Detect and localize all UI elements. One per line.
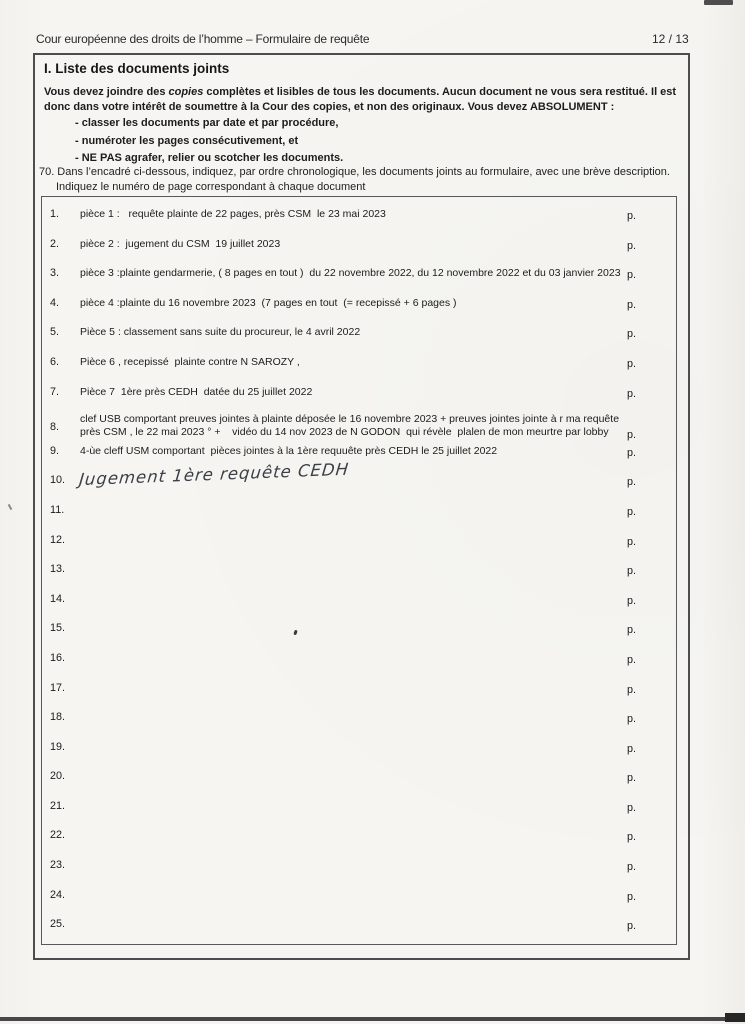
- attachments-box: [41, 196, 677, 945]
- row-number: 3.: [50, 267, 60, 280]
- scan-artifact-bottom-bar: [0, 1017, 730, 1021]
- row-page-label: p.: [627, 210, 637, 222]
- row-number: 5.: [50, 326, 60, 339]
- row-description: [74, 798, 625, 800]
- row-description: [74, 443, 625, 458]
- row-description: [74, 739, 625, 741]
- row-description-line1: Jugement 1ère requête CEDH: [78, 459, 351, 490]
- row-number: 6.: [50, 355, 60, 368]
- question-70-text: Dans l’encadré ci-dessous, indiquez, par ordre chronologique, les documents joints au formulaire, avec une brève description.: [57, 166, 670, 178]
- row-description: [74, 265, 625, 280]
- row-page-label: p.: [627, 476, 637, 489]
- question-70-line2: Indiquez le numéro de page correspondant à chaque document: [56, 181, 366, 193]
- list-row: [42, 739, 676, 769]
- row-number: 7.: [50, 385, 60, 398]
- row-description: [74, 650, 625, 652]
- row-number: 10.: [50, 474, 66, 487]
- list-row: [42, 502, 676, 532]
- row-description: [74, 384, 625, 399]
- row-number: 21.: [50, 799, 66, 812]
- row-page-label: p.: [627, 713, 637, 726]
- page-number: 12 / 13: [652, 32, 689, 46]
- list-row: [42, 532, 676, 562]
- list-row: [42, 709, 676, 739]
- row-page-label: p.: [627, 831, 637, 844]
- row-page-label: p.: [627, 239, 637, 252]
- row-page-label: p.: [627, 505, 637, 518]
- list-row: [42, 413, 676, 443]
- question-70: [39, 165, 679, 195]
- row-page-label: p.: [627, 298, 637, 311]
- row-description-line1: Pièce 7 1ère près CEDH datée du 25 juillet 2022: [80, 385, 313, 398]
- row-description: [74, 620, 625, 622]
- row-description-line1: pièce 4 :plainte du 16 novembre 2023 (7 pages en tout (= recepissé + 6 pages ): [80, 296, 457, 309]
- row-page-label: p.: [627, 742, 637, 755]
- list-row: [42, 591, 676, 621]
- row-number: 4.: [50, 296, 60, 309]
- row-description: [74, 827, 625, 829]
- row-description: [74, 680, 625, 682]
- instructions-paragraph: [44, 85, 678, 115]
- row-description-line1: clef USB comportant preuves jointes à plainte déposée le 16 novembre 2023 + preuves jointes jointe à r ma requête: [80, 413, 620, 426]
- list-row: [42, 650, 676, 680]
- row-number: 8.: [50, 421, 60, 434]
- row-page-label: p.: [627, 429, 637, 442]
- instructions-part1: Vous devez joindre des: [44, 86, 169, 98]
- row-description: [74, 354, 625, 369]
- question-70-number: 70.: [39, 166, 55, 178]
- row-page-label: p.: [627, 683, 637, 696]
- row-description-line1: Pièce 5 : classement sans suite du procureur, le 4 avril 2022: [80, 326, 361, 339]
- list-row: [42, 827, 676, 857]
- row-description: [74, 324, 625, 339]
- question-70-line1: [39, 165, 679, 180]
- row-description: [74, 532, 625, 534]
- instructions-italic-word: copies: [168, 86, 204, 98]
- row-number: 18.: [50, 711, 66, 724]
- section-box-documents-joints: [33, 53, 690, 960]
- row-description-line1: pièce 2 : jugement du CSM 19 juillet 2023: [80, 237, 281, 250]
- row-description-line1: 4-ùe cleff USM comportant pièces jointes à la 1ère requuête près CEDH le 25 juillet 2022: [80, 444, 498, 457]
- row-description: [74, 887, 625, 889]
- row-number: 14.: [50, 592, 66, 605]
- row-description: [74, 561, 625, 563]
- row-number: 2.: [50, 237, 60, 250]
- list-row: [42, 561, 676, 591]
- row-number: 9.: [50, 444, 60, 457]
- bullet-item-classer: - classer les documents par date et par procédure,: [75, 117, 339, 129]
- row-number: 13.: [50, 563, 66, 576]
- list-row: [42, 680, 676, 710]
- row-description: [74, 502, 625, 504]
- instructions-bullet-list: [75, 117, 343, 170]
- row-page-label: p.: [627, 801, 637, 814]
- row-page-label: p.: [627, 535, 637, 548]
- scan-artifact-speck-left: [8, 504, 13, 510]
- row-description-line1: pièce 3 :plainte gendarmerie, ( 8 pages en tout ) du 22 novembre 2022, du 12 novembre 2022 et du 03 janvier 2023: [80, 267, 621, 280]
- row-page-label: p.: [627, 357, 637, 370]
- list-row: [42, 798, 676, 828]
- row-description: [74, 591, 625, 593]
- row-page-label: p.: [627, 861, 637, 874]
- row-page-label: p.: [627, 920, 637, 933]
- row-page-label: p.: [627, 653, 637, 666]
- row-number: 24.: [50, 888, 66, 901]
- list-row: [42, 236, 676, 266]
- row-page-label: p.: [627, 890, 637, 903]
- section-title: I. Liste des documents joints: [44, 61, 230, 76]
- row-page-label: p.: [627, 328, 637, 341]
- row-number: 23.: [50, 859, 66, 872]
- list-row: [42, 324, 676, 354]
- row-number: 1.: [50, 208, 60, 220]
- list-row: [42, 354, 676, 384]
- row-page-label: p.: [627, 594, 637, 607]
- list-row: [42, 887, 676, 917]
- row-description: [74, 413, 625, 439]
- list-row: [42, 265, 676, 295]
- row-number: 17.: [50, 681, 66, 694]
- row-number: 15.: [50, 622, 66, 635]
- row-description-line2: près CSM , le 22 mai 2023 ° + vidéo du 14 nov 2023 de N GODON qui révèle plalen de mon meurtre par lobby: [80, 426, 609, 439]
- row-description-line1: Pièce 6 , recepissé plainte contre N SAROZY ,: [80, 355, 300, 368]
- row-page-label: p.: [627, 772, 637, 785]
- row-description: [74, 916, 625, 918]
- list-row: [42, 768, 676, 798]
- list-row: [42, 295, 676, 325]
- row-description: [74, 857, 625, 859]
- row-page-label: p.: [627, 269, 637, 282]
- row-number: 16.: [50, 651, 66, 664]
- row-number: 22.: [50, 829, 66, 842]
- row-description: [74, 206, 625, 221]
- row-number: 25.: [50, 918, 66, 931]
- row-page-label: p.: [627, 446, 637, 459]
- row-number: 11.: [50, 503, 65, 516]
- scan-artifact-top-right: [704, 0, 733, 5]
- row-page-label: p.: [627, 565, 637, 578]
- list-row: [42, 857, 676, 887]
- list-row: [42, 384, 676, 414]
- scan-artifact-bottom-corner: [725, 1013, 745, 1022]
- bullet-item-ne-pas-agrafer: - NE PAS agrafer, relier ou scotcher les documents.: [75, 152, 344, 164]
- document-header-title: Cour européenne des droits de l’homme – Formulaire de requête: [36, 32, 370, 46]
- list-row: [42, 916, 676, 946]
- row-page-label: p.: [627, 624, 637, 637]
- row-number: 20.: [50, 770, 66, 783]
- bullet-item-numeroter: - numéroter les pages consécutivement, et: [75, 134, 299, 147]
- instructions-part2: complètes et lisibles de tous les documents. Aucun document ne vous sera restitué. Il est donc dans votre intérêt de soumettre à la Cour des copies, et non des originaux. Vous devez ABSOLUMENT :: [44, 86, 680, 113]
- row-number: 19.: [50, 740, 66, 753]
- list-row: [42, 459, 676, 502]
- row-description: [74, 709, 625, 711]
- row-description: [74, 459, 625, 490]
- row-description-line1: pièce 1 : requête plainte de 22 pages, près CSM le 23 mai 2023: [80, 208, 386, 220]
- list-row: [42, 620, 676, 650]
- row-number: 12.: [50, 533, 66, 546]
- row-page-label: p.: [627, 387, 637, 400]
- row-description: [74, 295, 625, 310]
- row-description: [74, 236, 625, 251]
- list-row: [42, 206, 676, 236]
- row-description: [74, 768, 625, 770]
